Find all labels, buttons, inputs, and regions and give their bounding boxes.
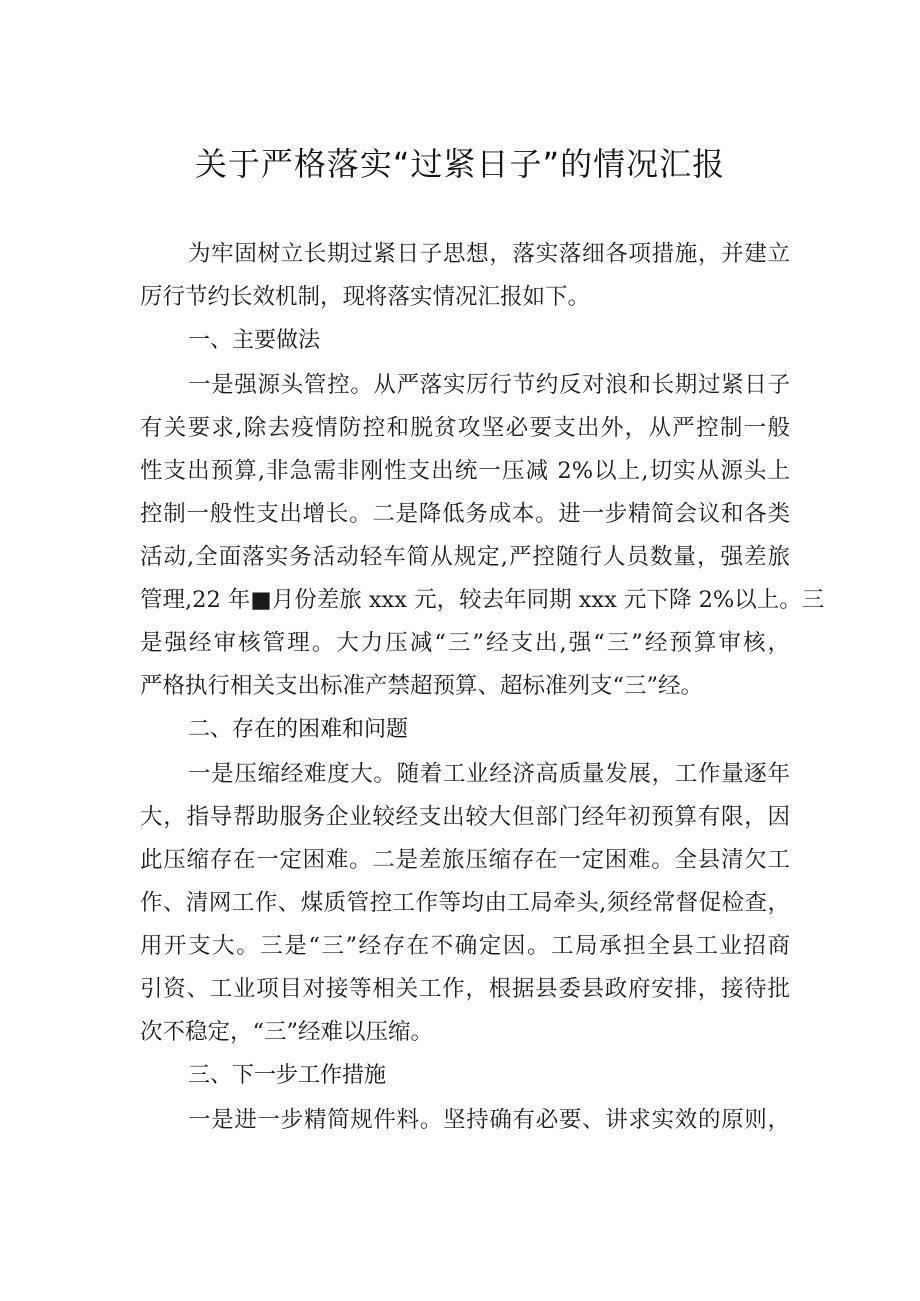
body-line: 有关要求,除去疫情防控和脱贫攻坚必要支出外，从严控制一般: [140, 415, 790, 441]
body-line: 一是强源头管控。从严落实厉行节约反对浪和长期过紧日子: [188, 372, 790, 398]
body-line: 管理,22 年■月份差旅 xxx 元，较去年同期 xxx 元下降 2%以上。三: [140, 587, 825, 613]
body-line: 用开支大。三是“三”经存在不确定因。工局承担全县工业招商: [140, 933, 790, 959]
body-line: 大，指导帮助服务企业较经支出较大但部门经年初预算有限，因: [140, 804, 790, 830]
section-heading: 二、存在的困难和问题: [188, 717, 409, 742]
document-title: 关于严格落实“过紧日子”的情况汇报: [194, 145, 726, 183]
body-line: 控制一般性支出增长。二是降低务成本。进一步精简会议和各类: [140, 501, 790, 527]
body-line: 活动,全面落实务活动轻车简从规定,严控随行人员数量，强差旅: [140, 544, 790, 570]
body-line: 一是压缩经难度大。随着工业经济高质量发展，工作量逐年: [188, 761, 790, 787]
body-line: 此压缩存在一定困难。二是差旅压缩存在一定困难。全县清欠工: [140, 847, 790, 873]
body-line: 性支出预算,非急需非刚性支出统一压减 2%以上,切实从源头上: [140, 458, 790, 484]
body-line: 作、清网工作、煤质管控工作等均由工局牵头,须经常督促检查，: [140, 890, 790, 916]
body-line: 次不稳定，“三”经难以压缩。: [140, 1019, 434, 1045]
body-line: 为牢固树立长期过紧日子思想，落实落细各项措施，并建立: [188, 241, 790, 267]
body-line: 一是进一步精简规件料。坚持确有必要、讲求实效的原则，: [188, 1107, 790, 1133]
section-heading: 三、下一步工作措施: [188, 1063, 387, 1088]
body-line: 是强经审核管理。大力压减“三”经支出,强“三”经预算审核，: [140, 630, 790, 656]
section-heading: 一、主要做法: [188, 328, 321, 353]
body-line: 厉行节约长效机制，现将落实情况汇报如下。: [140, 284, 591, 310]
body-line: 引资、工业项目对接等相关工作，根据县委县政府安排，接待批: [140, 976, 790, 1002]
body-line: 严格执行相关支出标准产禁超预算、超标准列支“三”经。: [140, 673, 704, 699]
